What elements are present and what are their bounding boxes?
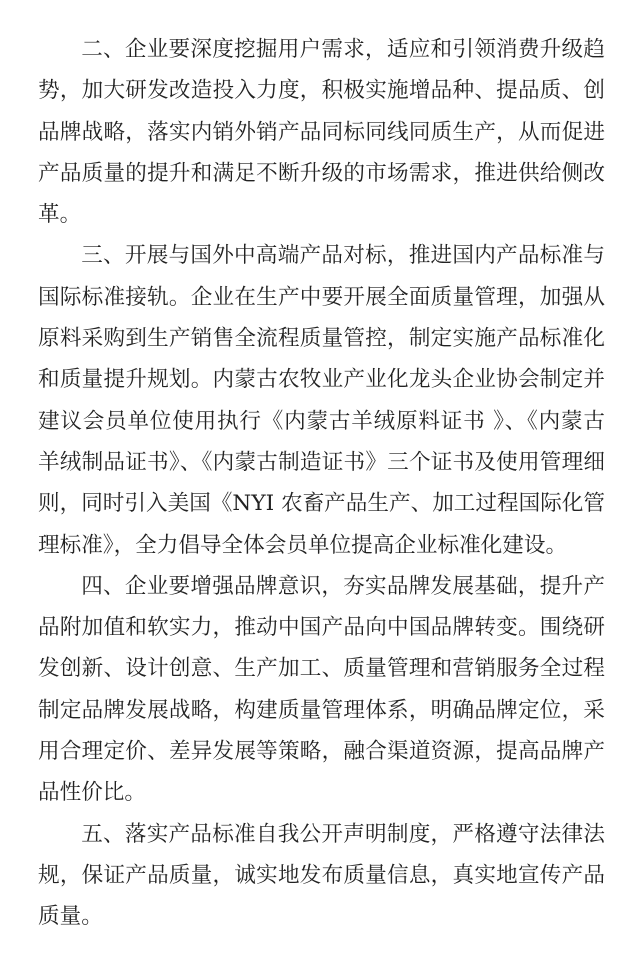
- paragraph-item-5: 五、落实产品标准自我公开声明制度，严格遵守法律法规，保证产品质量，诚实地发布质量信息，真实地宣传产品质量。: [38, 821, 605, 930]
- paragraph-item-2: 二、企业要深度挖掘用户需求，适应和引领消费升级趋势，加大研发改造投入力度，积极实施增品种、提品质、创品牌战略，落实内销外销产品同标同线同质生产，从而促进产品质量的提升和满足不断升级的市场需求，推进供给侧改革。: [38, 37, 605, 228]
- paragraph-item-4: 四、企业要增强品牌意识，夯实品牌发展基础，提升产品附加值和软实力，推动中国产品向中国品牌转变。围绕研发创新、设计创意、生产加工、质量管理和营销服务全过程制定品牌发展战略，构建质量管理体系，明确品牌定位，采用合理定价、差异发展等策略，融合渠道资源，提高品牌产品性价比。: [38, 573, 605, 806]
- paragraph-item-3: 三、开展与国外中高端产品对标，推进国内产品标准与国际标准接轨。企业在生产中要开展全面质量管理，加强从原料采购到生产销售全流程质量管控，制定实施产品标准化和质量提升规划。内蒙古农牧业产业化龙头企业协会制定并建议会员单位使用执行《内蒙古羊绒原料证书 》、《内蒙古羊绒制品证书》、《内蒙古制造证书》三个证书及使用管理细则，同时引入美国《NYI 农畜产品生产、加工过程国际化管理标准》，全力倡导全体会员单位提高企业标准化建设。: [38, 243, 605, 558]
